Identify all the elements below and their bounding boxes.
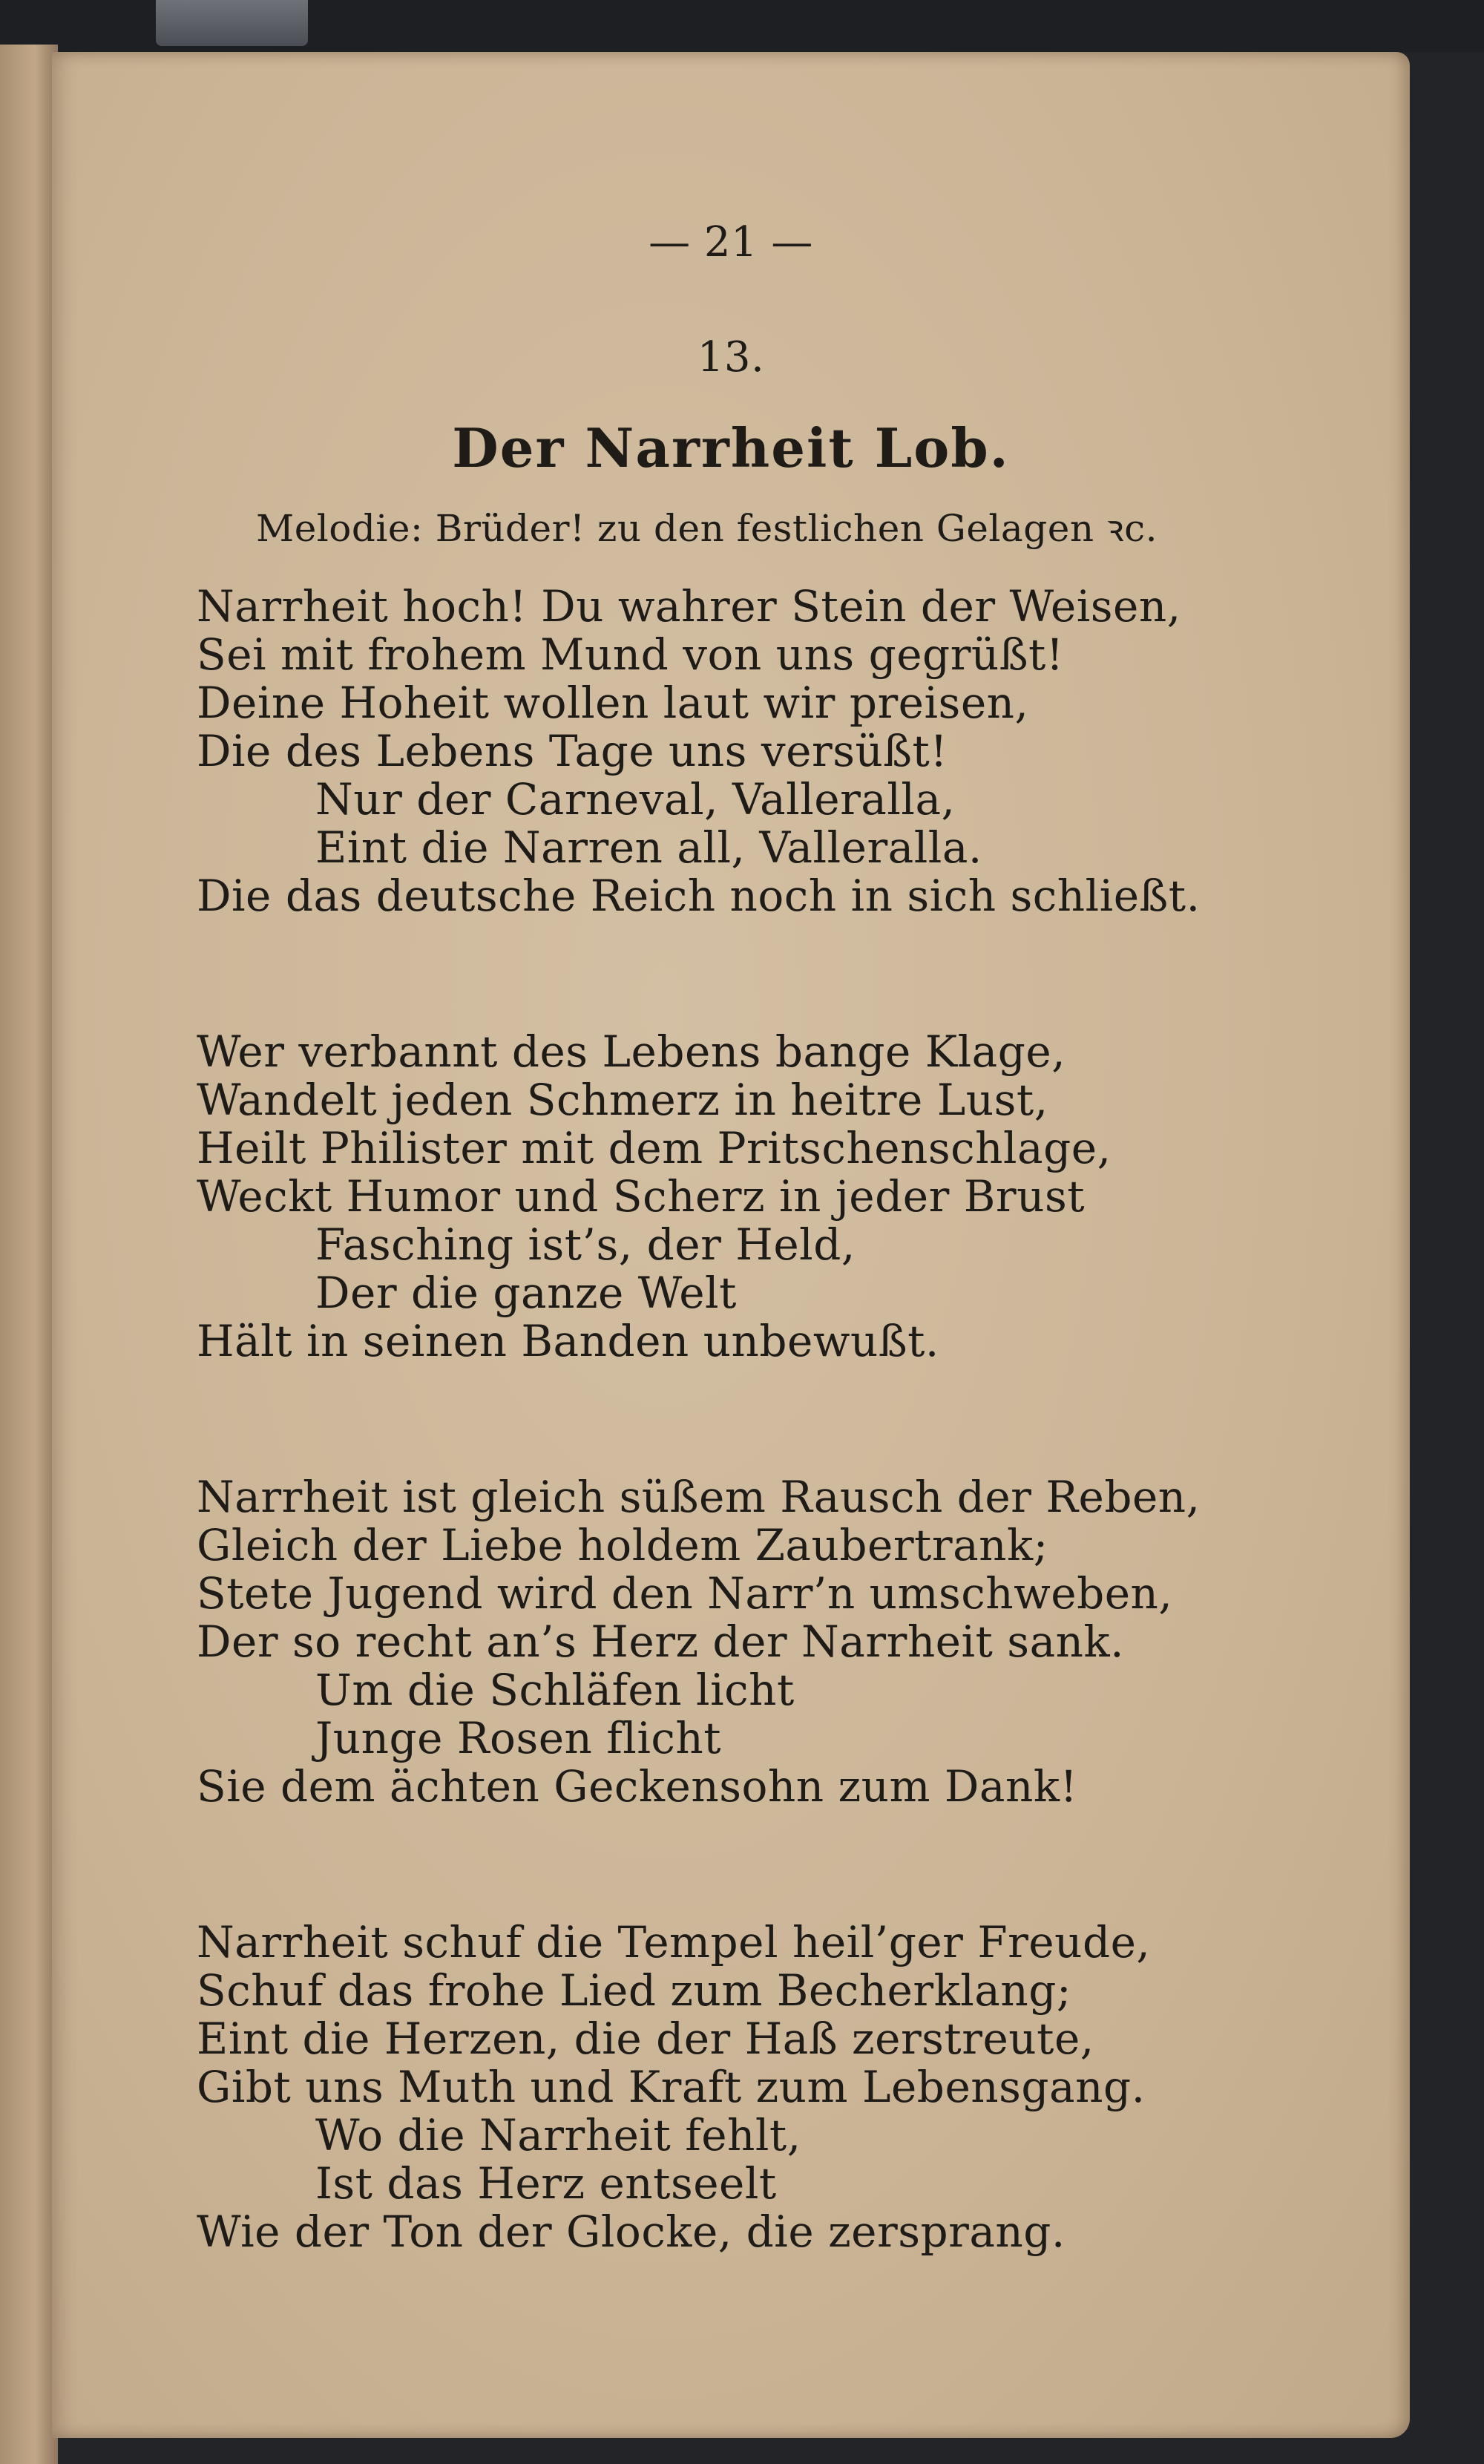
song-number: 13. — [697, 333, 765, 381]
verse-line: Eint die Narren all, Valleralla. — [315, 822, 982, 873]
verse-line: Die des Lebens Tage uns versüßt! — [197, 726, 948, 776]
melody-line: Melodie: Brüder! zu den festlichen Gelagen ꝛc. — [256, 507, 1158, 550]
page-number: — 21 — — [649, 218, 813, 266]
verse-line: Narrheit schuf die Tempel heil’ger Freude, — [197, 1917, 1151, 1967]
book-page — [52, 52, 1410, 2438]
verse-line: Fasching ist’s, der Held, — [315, 1219, 856, 1270]
left-page-edge — [0, 45, 58, 2464]
verse-line: Der die ganze Welt — [315, 1268, 737, 1318]
verse-line: Der so recht an’s Herz der Narrheit sank. — [197, 1616, 1125, 1667]
verse-line: Schuf das frohe Lied zum Becherklang; — [197, 1965, 1071, 2016]
verse-line: Nur der Carneval, Valleralla, — [315, 774, 956, 825]
verse-line: Ist das Herz entseelt — [315, 2158, 777, 2209]
verse-line: Narrheit hoch! Du wahrer Stein der Weisen, — [197, 581, 1181, 632]
verse-line: Gibt uns Muth und Kraft zum Lebensgang. — [197, 2062, 1146, 2112]
song-title: Der Narrheit Lob. — [452, 416, 1010, 479]
verse-line: Sie dem ächten Geckensohn zum Dank! — [197, 1761, 1078, 1812]
verse-line: Hält in seinen Banden unbewußt. — [197, 1316, 939, 1366]
page-text — [52, 52, 1410, 2438]
verse-line: Deine Hoheit wollen laut wir preisen, — [197, 678, 1029, 728]
verse-line: Sei mit frohem Mund von uns gegrüßt! — [197, 629, 1064, 680]
verse-line: Wie der Ton der Glocke, die zersprang. — [197, 2206, 1066, 2257]
verse-line: Eint die Herzen, die der Haß zerstreute, — [197, 2014, 1094, 2064]
verse-line: Heilt Philister mit dem Pritschenschlage, — [197, 1123, 1112, 1173]
verse-line: Wandelt jeden Schmerz in heitre Lust, — [197, 1075, 1048, 1125]
verse-line: Um die Schläfen licht — [315, 1665, 795, 1715]
verse-line: Stete Jugend wird den Narr’n umschweben, — [197, 1568, 1173, 1619]
verse-line: Gleich der Liebe holdem Zaubertrank; — [197, 1520, 1048, 1570]
verse-line: Narrheit ist gleich süßem Rausch der Reben, — [197, 1472, 1201, 1522]
verse-line: Die das deutsche Reich noch in sich schließt. — [197, 871, 1201, 921]
verse-line: Weckt Humor und Scherz in jeder Brust — [197, 1171, 1086, 1222]
verse-line: Junge Rosen flicht — [315, 1713, 722, 1763]
verse-line: Wer verbannt des Lebens bange Klage, — [197, 1026, 1066, 1077]
verse-line: Wo die Narrheit fehlt, — [315, 2110, 801, 2160]
metal-clip — [156, 0, 308, 46]
